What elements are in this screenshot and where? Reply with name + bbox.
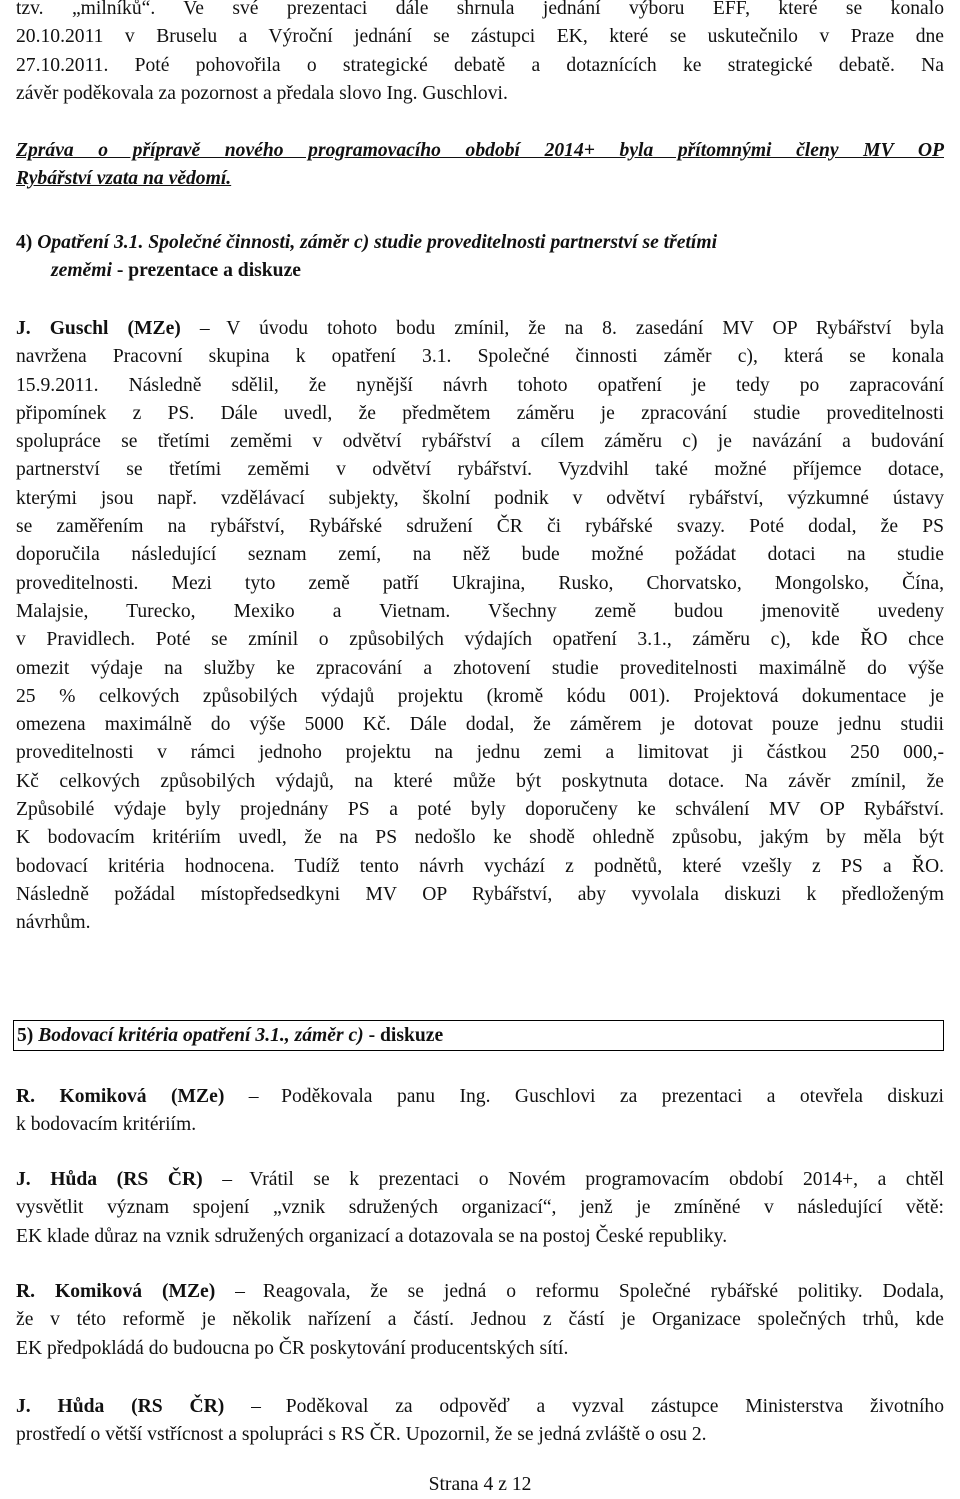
section-4-heading	[16, 229, 944, 286]
intro-line: 20.10.2011 v Bruselu a Výroční jednání se zástupci EK, které se uskutečnilo v Praze dne	[16, 26, 944, 48]
section-number: 4)	[16, 232, 33, 253]
paragraph-line: partnerství se třetími zeměmi v odvětví rybářství. Vyzdvihl také možné příjemce dotace,	[16, 459, 944, 481]
paragraph-line: k bodovacím kritériím.	[16, 1114, 197, 1136]
paragraph-line: Způsobilé výdaje byly projednány PS a poté byly doporučeny ke schválení MV OP Rybářství.	[16, 799, 944, 821]
section-number: 5)	[17, 1025, 34, 1046]
paragraph-line: návrhům.	[16, 912, 91, 934]
section-title: Bodovací kritéria opatření 3.1., záměr c)	[38, 1025, 364, 1046]
paragraph-line: EK předpokládá do budoucna po ČR poskytování producentských sítí.	[16, 1337, 569, 1359]
resolution-line: Rybářství vzata na vědomí.	[16, 168, 232, 190]
paragraph-line: 15.9.2011. Následně sdělil, že nynější návrh tohoto opatření je tedy po zapracování	[16, 374, 944, 396]
paragraph-line: v Pravidlech. Poté se zmínil o způsobilých výdajích opatření 3.1., záměru c), kde ŘO chce	[16, 629, 944, 651]
speaker-name: R. Komiková (MZe)	[16, 1086, 225, 1107]
page-number: Strana 4 z 12	[428, 1474, 532, 1495]
resolution-line: Zpráva o přípravě nového programovacího období 2014+ byla přítomnými členy MV OP	[16, 140, 944, 161]
paragraph-line: Kč celkových způsobilých výdajů, na které může být poskytnuta dotace. Na závěr zmínil, že	[16, 770, 944, 792]
section-5-heading	[17, 1022, 945, 1050]
speaker-name: R. Komiková (MZe)	[16, 1281, 216, 1302]
paragraph-line: doporučila následující seznam zemí, na něž bude možné požádat dotaci na studie	[16, 544, 944, 566]
guschl-paragraph: J. Guschl (MZe) – V úvodu tohoto bodu zmínil, že na 8. zasedání MV OP Rybářství byla navržena Pracovní skupina k opatření 3.1. Společné činnosti záměr c), která se konala 15.9.2011. Následně sdělil, že nynější návrh tohoto opatření je tedy po zapracování připomínek z PS. Dále uvedl, že předmětem záměru je zpracování studie proveditelnosti spolupráce se třetími zeměmi v odvětví rybářství a cílem záměru c) je navázání a budování partnerství se třetími zeměmi v odvětví rybářství. Vyzdvihl také možné příjemce dotace, kterými jsou např. vzdělávací subjekty, školní podnik v odvětví rybářství, výzkumné ústavy se zaměřením na rybářství, Rybářské sdružení ČR či rybářské svazy. Poté dodal, že PS doporučila následující seznam zemí, na něž bude možné požádat dotaci na studie proveditelnosti. Mezi tyto země patří Ukrajina, Rusko, Chorvatsko, Mongolsko, Čína, Malajsie, Turecko, Mexiko a Vietnam. Všechny země budou jmenovitě uvedeny v Pravidlech. Poté se zmínil o způsobilých výdajích opatření 3.1., záměru c), kde ŘO chce omezit výdaje na služby ke zpracování a zhotovení studie proveditelnosti maximálně do výše 25 % celkových způsobilých výdajů projektu (kromě kódu 001). Projektová dokumentace je omezena maximálně do výše 5000 Kč. Dále dodal, že záměrem je dotovat pouze jednu studii proveditelnosti v rámci jednoho projektu na jednu zemi a limitovat ji částkou 250 000,- Kč celkových způsobilých výdajů, na které může být poskytnuta dotace. Na závěr zmínil, že Způsobilé výdaje byly projednány PS a poté byly doporučeny ke schválení MV OP Rybářství. K bodovacím kritériím uvedl, že na PS nedošlo ke shodě ohledně způsobu, jakým by měla být bodovací kritéria hodnocena. Tudíž tento návrh vychází z podnětů, které vzešly z PS a ŘO. Následně požádal místopředsedkyni MV OP Rybářství, aby vyvolala diskuzi k předloženým návrhům.	[16, 315, 944, 938]
paragraph-line: bodovací kritéria hodnocena. Tudíž tento návrh vychází z podnětů, které vzešly z PS a ŘO.	[16, 855, 944, 877]
komikova-paragraph-1: R. Komiková (MZe) – Poděkovala panu Ing. Guschlovi za prezentaci a otevřela diskuzi k bodovacím kritériím.	[16, 1083, 944, 1140]
intro-line: 27.10.2011. Poté pohovořila o strategické debatě a dotaznících ke strategické debatě. Na	[16, 54, 944, 76]
huda-paragraph-2: J. Hůda (RS ČR) – Poděkoval za odpověď a vyzval zástupce Ministerstva životního prostředí o větší vstřícnost a spolupráci s RS ČR. Upozornil, že se jedná zvláště o osu 2.	[16, 1393, 944, 1450]
paragraph-line: se zaměřením na rybářství, Rybářské sdružení ČR či rybářské svazy. Poté dodal, že PS	[16, 516, 944, 538]
paragraph-line: kterými jsou např. vzdělávací subjekty, školní podnik v odvětví rybářství, výzkumné ústavy	[16, 487, 944, 509]
paragraph-line: Poděkovala panu Ing. Guschlovi za prezentaci a otevřela diskuzi	[281, 1086, 944, 1107]
paragraph-line: proveditelnosti. Mezi tyto země patří Ukrajina, Rusko, Chorvatsko, Mongolsko, Čína,	[16, 572, 944, 594]
paragraph-line: Malajsie, Turecko, Mexiko a Vietnam. Všechny země budou jmenovitě uvedeny	[16, 600, 944, 622]
paragraph-line: Následně požádal místopředsedkyni MV OP Rybářství, aby vyvolala diskuzi k předloženým	[16, 883, 944, 905]
paragraph-line: K bodovacím kritériím uvedl, že na PS nedošlo ke shodě ohledně způsobu, jakým by měla být	[16, 827, 944, 849]
paragraph-line: 25 % celkových způsobilých výdajů projektu (kromě kódu 001). Projektová dokumentace je	[16, 685, 944, 707]
section-title-cont: zeměmi	[51, 260, 112, 282]
section-title-suffix: - prezentace a diskuze	[111, 260, 301, 282]
paragraph-line: omezena maximálně do výše 5000 Kč. Dále dodal, že záměrem je dotovat pouze jednu studii	[16, 714, 944, 736]
paragraph-line: připomínek z PS. Dále uvedl, že předmětem záměru je zpracování studie proveditelnosti	[16, 402, 944, 424]
paragraph-line: Reagovala, že se jedná o reformu Společné rybářské politiky. Dodala,	[262, 1281, 944, 1302]
paragraph-line: EK klade důraz na vznik sdružených organizací a dotazovala se na postoj České republiky.	[16, 1225, 728, 1247]
paragraph-line: V úvodu tohoto bodu zmínil, že na 8. zasedání MV OP Rybářství byla	[226, 318, 945, 339]
resolution-statement	[16, 137, 944, 194]
speaker-name: J. Guschl (MZe)	[16, 318, 181, 339]
section-title-suffix: - diskuze	[363, 1025, 444, 1046]
section-title: Opatření 3.1. Společné činnosti, záměr c) studie proveditelnosti partnerství se třetími	[37, 232, 718, 253]
paragraph-line: navržena Pracovní skupina k opatření 3.1. Společné činnosti záměr c), která se konala	[16, 346, 944, 368]
huda-paragraph-1: J. Hůda (RS ČR) – Vrátil se k prezentaci o Novém programovacím období 2014+, a chtěl vysvětlit význam spojení „vznik sdružených organizací“, jenž je zmíněné v následující větě: EK klade důraz na vznik sdružených organizací a dotazovala se na postoj České republiky.	[16, 1166, 944, 1251]
komikova-paragraph-2: R. Komiková (MZe) – Reagovala, že se jedná o reformu Společné rybářské politiky. Dodala, že v této reformě je několik nařízení a částí. Jednou z částí je Organizace společných trhů, kde EK předpokládá do budoucna po ČR poskytování producentských sítí.	[16, 1278, 944, 1363]
speaker-name: J. Hůda (RS ČR)	[16, 1396, 225, 1417]
intro-line: závěr poděkovala za pozornost a předala slovo Ing. Guschlovi.	[16, 82, 508, 104]
speaker-name: J. Hůda (RS ČR)	[16, 1169, 203, 1190]
paragraph-line: Vrátil se k prezentaci o Novém programovacím období 2014+, a chtěl	[249, 1169, 945, 1190]
intro-paragraph	[16, 0, 944, 108]
paragraph-line: omezit výdaje na služby ke zpracování a zhotovení studie proveditelnosti maximálně do výše	[16, 657, 944, 679]
intro-line: tzv. „milníků“. Ve své prezentaci dále shrnula jednání výboru EFF, které se konalo	[16, 0, 944, 19]
paragraph-line: Poděkoval za odpověď a vyzval zástupce Ministerstva životního	[285, 1396, 944, 1417]
paragraph-line: spolupráce se třetími zeměmi v odvětví rybářství a cílem záměru c) je navázání a budování	[16, 431, 944, 453]
paragraph-line: vysvětlit význam spojení „vznik sdružených organizací“, jenž je zmíněné v následující větě:	[16, 1197, 944, 1219]
paragraph-line: prostředí o větší vstřícnost a spolupráci s RS ČR. Upozornil, že se jedná zvláště o osu 2.	[16, 1424, 707, 1446]
paragraph-line: že v této reformě je několik nařízení a částí. Jednou z částí je Organizace společných trhů, kde	[16, 1309, 944, 1331]
paragraph-line: proveditelnosti v rámci jednoho projektu na jednu zemi a limitovat ji částkou 250 000,-	[16, 742, 944, 764]
